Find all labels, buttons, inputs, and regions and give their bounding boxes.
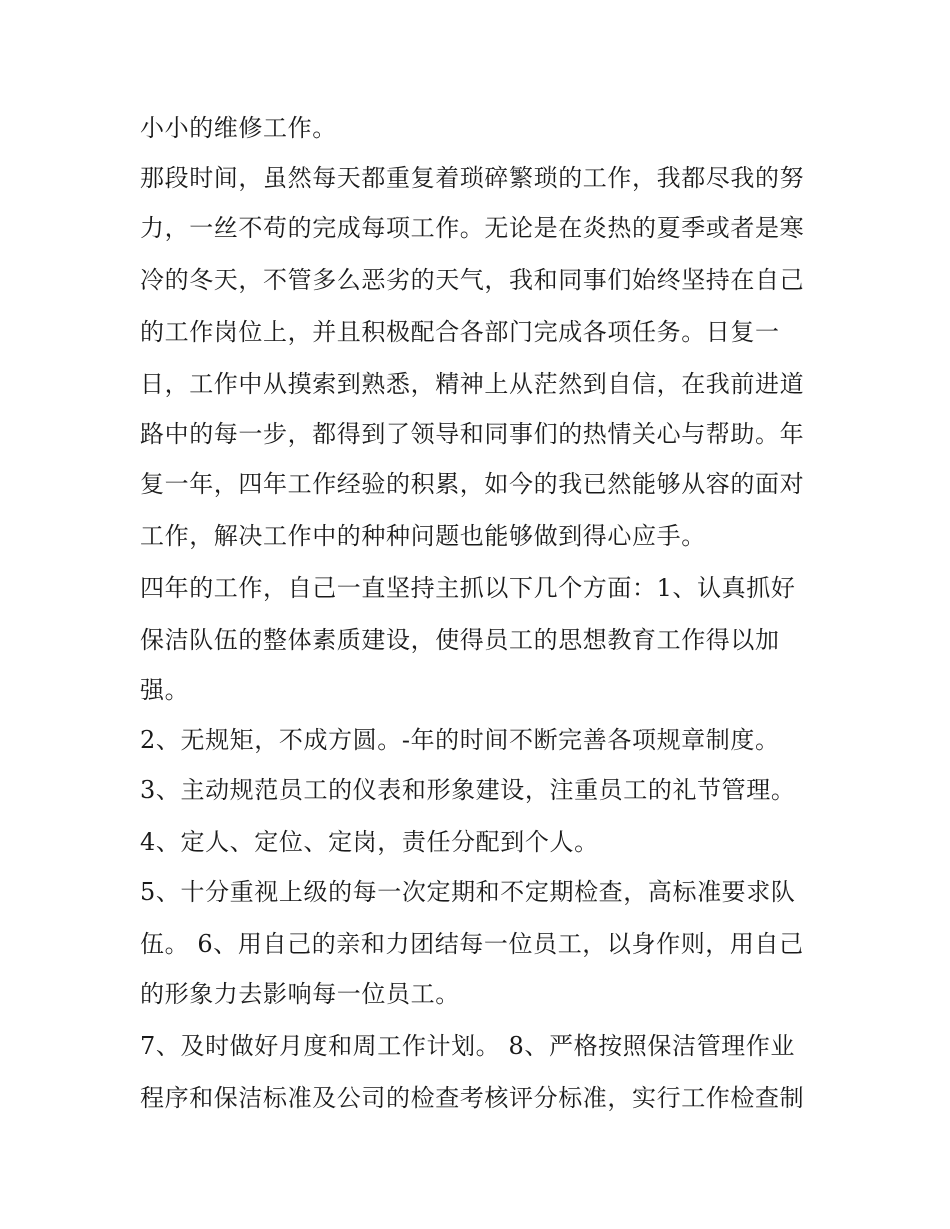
text-line: 工作，解决工作中的种种问题也能够做到得心应手。 bbox=[140, 522, 706, 550]
text-line: 那段时间，虽然每天都重复着琐碎繁琐的工作，我都尽我的努 bbox=[140, 164, 805, 192]
text-line: 力，一丝不苟的完成每项工作。无论是在炎热的夏季或者是寒 bbox=[140, 214, 805, 242]
text-line: 保洁队伍的整体素质建设，使得员工的思想教育工作得以加 bbox=[140, 626, 780, 654]
text-line: 强。 bbox=[140, 676, 190, 704]
text-line: 3、主动规范员工的仪表和形象建设，注重员工的礼节管理。 bbox=[140, 776, 796, 804]
text-line: 复一年，四年工作经验的积累，如今的我已然能够从容的面对 bbox=[140, 470, 805, 498]
text-line: 4、定人、定位、定岗，责任分配到个人。 bbox=[140, 828, 599, 856]
text-line: 2、无规矩，不成方圆。-年的时间不断完善各项规章制度。 bbox=[140, 726, 780, 754]
text-line: 小小的维修工作。 bbox=[140, 114, 337, 142]
text-line: 5、十分重视上级的每一次定期和不定期检查，高标准要求队 bbox=[140, 878, 796, 906]
text-line: 路中的每一步，都得到了领导和同事们的热情关心与帮助。年 bbox=[140, 420, 805, 448]
text-line: 日，工作中从摸索到熟悉，精神上从茫然到自信，在我前进道 bbox=[140, 370, 805, 398]
text-line: 的形象力去影响每一位员工。 bbox=[140, 980, 460, 1008]
text-line: 伍。 6、用自己的亲和力团结每一位员工，以身作则，用自己 bbox=[140, 930, 804, 958]
text-line: 四年的工作，自己一直坚持主抓以下几个方面：1、认真抓好 bbox=[140, 574, 796, 602]
text-line: 程序和保洁标准及公司的检查考核评分标准，实行工作检查制 bbox=[140, 1084, 805, 1112]
text-line: 冷的冬天，不管多么恶劣的天气，我和同事们始终坚持在自己 bbox=[140, 266, 805, 294]
text-line: 7、及时做好月度和周工作计划。 8、严格按照保洁管理作业 bbox=[140, 1032, 795, 1060]
text-line: 的工作岗位上，并且积极配合各部门完成各项任务。日复一 bbox=[140, 318, 780, 346]
